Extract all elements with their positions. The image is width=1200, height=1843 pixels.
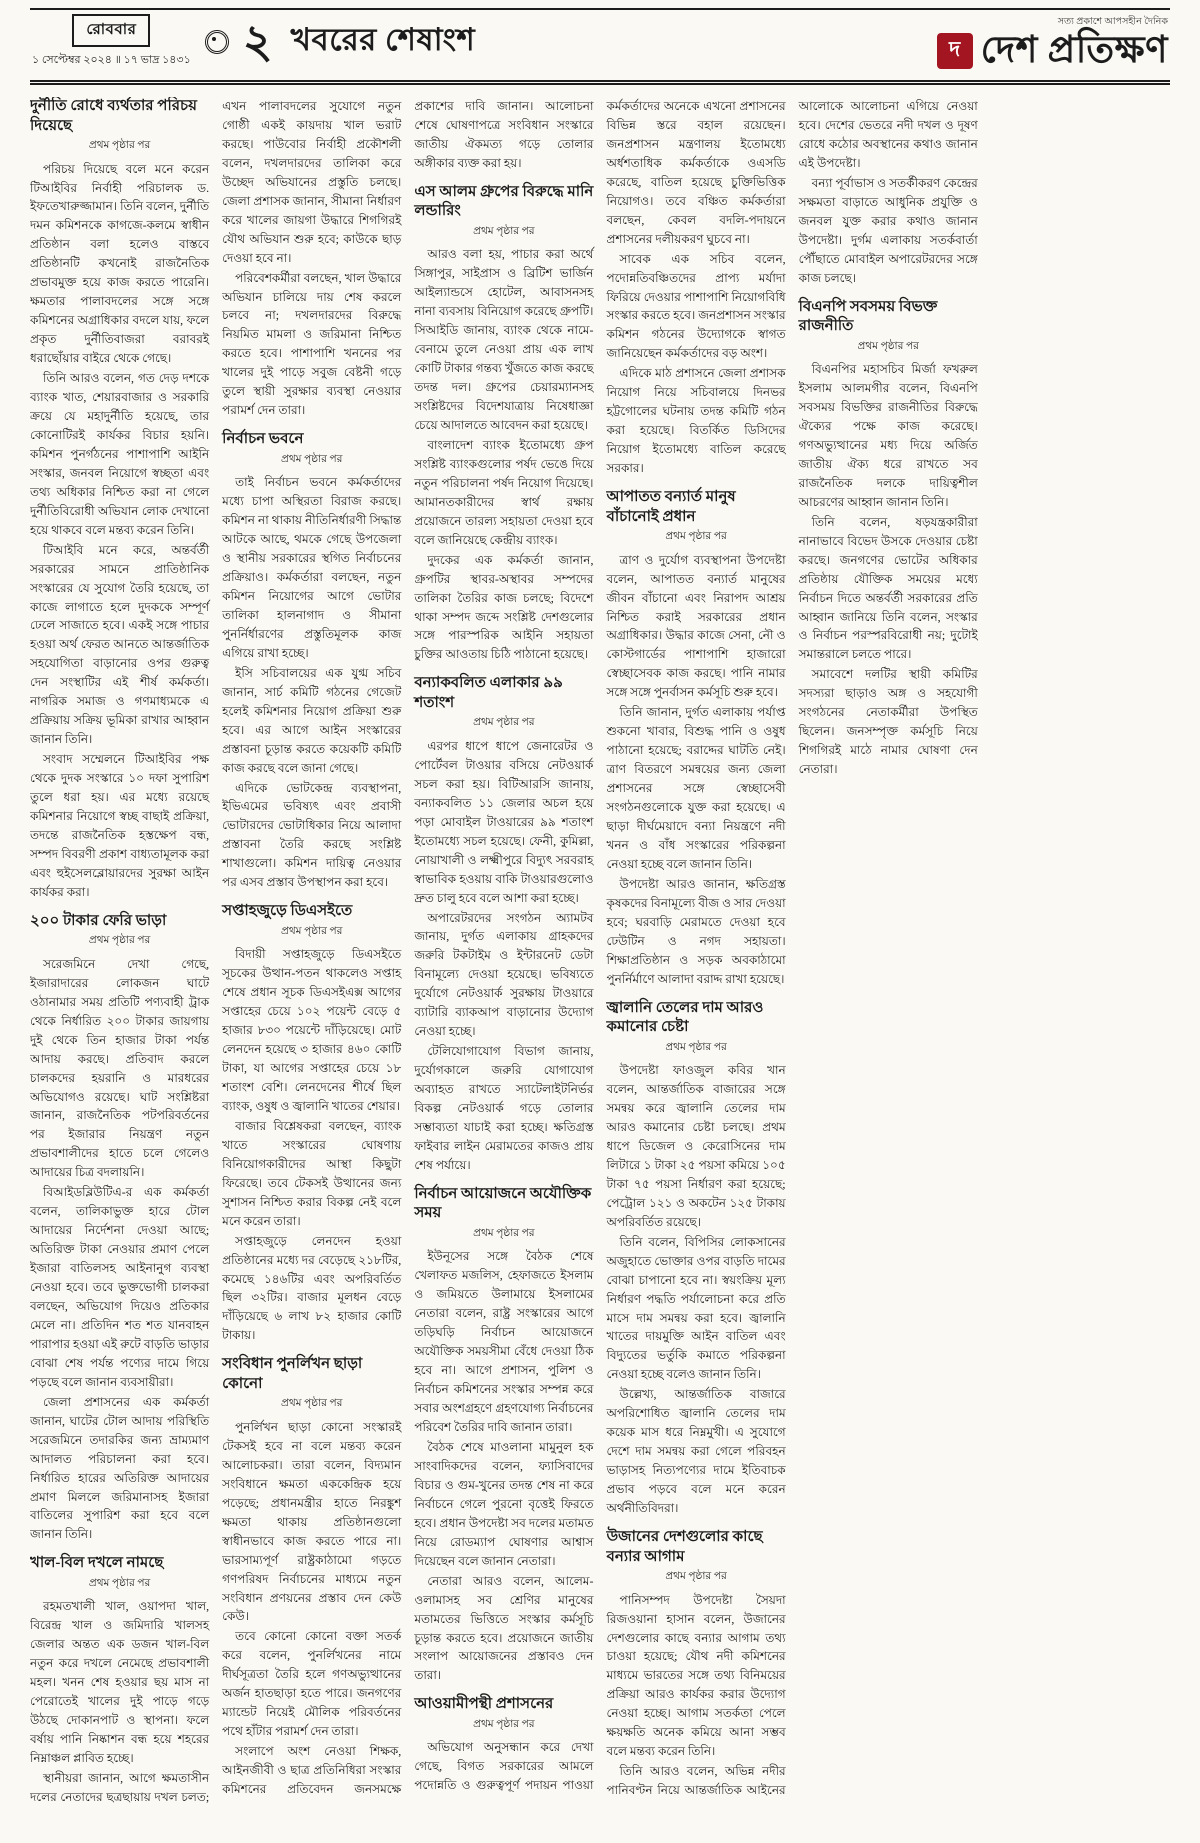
article-headline: উজানের দেশগুলোর কাছে বন্যার আগাম — [606, 1529, 763, 1565]
date-line: ১ সেপ্টেম্বর ২০২৪ ॥ ১৭ ভাদ্র ১৪৩১ — [32, 54, 191, 66]
paper-tagline: সত্য প্রকাশে আপসহীন দৈনিক — [1057, 17, 1168, 27]
article — [30, 912, 209, 1545]
article-kicker: প্রথম পৃষ্ঠার পর — [473, 1718, 535, 1730]
article-paragraph: ত্রাণ ও দুর্যোগ ব্যবস্থাপনা উপদেষ্টা বলেন, আপাতত বন্যার্ত মানুষের জীবন বাঁচানো এবং নিরাপদ আশ্রয় নিশ্চিত করাই সরকারের প্রধান অগ্রাধিকার। উদ্ধার কাজে সেনা, নৌ ও কোস্টগার্ডের পাশাপাশি হাজারো স্বেচ্ছাসেবক কাজ করছে। পানি নামার সঙ্গে সঙ্গে পুনর্বাসন কর্মসূচি শুরু হবে। — [606, 552, 786, 700]
article — [30, 97, 209, 902]
article-paragraph: উপদেষ্টা আরও জানান, ক্ষতিগ্রস্ত কৃষকদের বিনামূল্যে বীজ ও সার দেওয়া হবে; ঘরবাড়ি মেরামতে দেওয়া হবে ঢেউটিন ও নগদ সহায়তা। শিক্ষাপ্রতিষ্ঠান ও সড়ক অবকাঠামো পুনর্নির্মাণে আলাদা বরাদ্দ রাখা হয়েছে। — [606, 876, 786, 986]
article-kicker: প্রথম পৃষ্ঠার পর — [88, 140, 151, 151]
article-paragraph: তবে কোনো কোনো বক্তা সতর্ক করে বলেন, পুনর্লিখনের নামে দীর্ঘসূত্রতা তৈরি হলে গণঅভ্যুত্থানের অর্জন হাতছাড়া হতে পারে। জনগণের ম্যান্ডেট নিয়েই মৌলিক পরিবর্তনের পথে হাঁটার পরামর্শ দেন তারা। — [222, 1629, 402, 1739]
article-paragraph: টিআইবি মনে করে, অন্তর্বর্তী সরকারের সামনে প্রাতিষ্ঠানিক সংস্কারের যে সুযোগ তৈরি হয়েছে, তা কাজে লাগাতে হলে দুদককে সম্পূর্ণ ঢেলে সাজাতে হবে। একই সঙ্গে পাচার হওয়া অর্থ ফেরত আনতে আন্তর্জাতিক সহযোগিতা বাড়ানোর ওপর গুরুত্ব দেন সংস্থাটির এই শীর্ষ কর্মকর্তা। নাগরিক সমাজ ও গণমাধ্যমকে এ প্রক্রিয়ায় সক্রিয় ভূমিকা রাখার আহ্বান জানান তিনি। — [30, 542, 210, 747]
article-paragraph: তিনি বলেন, বিপিসির লোকসানের অজুহাতে ভোক্তার ওপর বাড়তি দামের বোঝা চাপানো হবে না। স্বয়ংক্রিয় মূল্য নির্ধারণ পদ্ধতি পর্যালোচনা করে প্রতি মাসে দাম সমন্বয় করা হবে। জ্বালানি খাতের দায়মুক্তি আইন বাতিল এবং বিদ্যুতের ভর্তুকি কমাতে পরিকল্পনা নেওয়া হচ্ছে বলেও জানান তিনি। — [606, 1234, 786, 1382]
ornament-icon — [205, 30, 229, 54]
article-paragraph: পরিবেশকর্মীরা বলছেন, খাল উদ্ধারে অভিযান চালিয়ে দায় শেষ করলে চলবে না; দখলদারদের বিরুদ্ধে নিয়মিত মামলা ও জরিমানা নিশ্চিত করতে হবে। পাশাপাশি খননের পর খালের দুই পাড়ে সবুজ বেষ্টনী গড়ে তুলে স্থায়ী সুরক্ষার ব্যবস্থা নেওয়ার পরামর্শ দেন তারা। — [222, 270, 402, 418]
article-paragraph: সংবাদ সম্মেলনে টিআইবির পক্ষ থেকে দুদক সংস্কারে ১০ দফা সুপারিশ তুলে ধরা হয়। এর মধ্যে রয়েছে কমিশনার নিয়োগে স্বচ্ছ বাছাই প্রক্রিয়া, তদন্তে রাজনৈতিক হস্তক্ষেপ বন্ধ, সম্পদ বিবরণী প্রকাশ বাধ্যতামূলক করা এবং হুইসেলব্লোয়ারদের সুরক্ষা আইন কার্যকর করা। — [30, 752, 210, 899]
article — [414, 183, 593, 665]
article-paragraph: এদিকে ভোটকেন্দ্র ব্যবস্থাপনা, ইভিএমের ভবিষ্যৎ এবং প্রবাসী ভোটারদের ভোটাধিকার নিয়ে আলাদা প্রস্তাবনা তৈরি করছে সংশ্লিষ্ট শাখাগুলো। কমিশন দায়িত্ব নেওয়ার পর এসব প্রস্তাব উপস্থাপন করা হবে। — [222, 780, 402, 890]
article — [414, 674, 593, 1175]
article-header — [30, 97, 209, 157]
article-paragraph: স্থানীয়রা জানান, আগে ক্ষমতাসীন দলের নেতাদের ছত্রছায়ায় দখল চলত; এখন পালাবদলের সুযোগে নতুন গোষ্ঠী একই কায়দায় খাল ভরাট করছে। পাউবোর নির্বাহী প্রকৌশলী বলেন, দখলদারদের তালিকা করে উচ্ছেদ অভিযানের প্রস্তুতি চলছে। জেলা প্রশাসক জানান, সীমানা নির্ধারণ করে খালের জায়গা উদ্ধারে শিগগিরই যৌথ অভিযান শুরু হবে; কাউকে ছাড় দেওয়া হবে না। — [30, 99, 402, 1804]
article-headline: আপাতত বন্যার্ত মানুষ বাঁচানোই প্রধান — [606, 489, 736, 525]
article-kicker: প্রথম পৃষ্ঠার পর — [281, 925, 343, 937]
article — [799, 298, 978, 780]
article-paragraph: রহমতখালী খাল, ওয়াপদা খাল, বিরেন্দ্র খাল ও জমিদারি খালসহ জেলার অন্তত এক ডজন খাল-বিল নতুন করে দখলে নেমেছে প্রভাবশালী মহল। খনন শেষ হওয়ার ছয় মাস না পেরোতেই খালের দুই পাড়ে গড়ে উঠছে দোকানপাট ও স্থাপনা। ফলে বর্ষায় পানি নিষ্কাশন বন্ধ হয়ে শহরের নিম্নাঞ্চল প্লাবিত হচ্ছে। — [30, 1599, 210, 1766]
article-paragraph: সাবেক এক সচিব বলেন, পদোন্নতিবঞ্চিতদের প্রাপ্য মর্যাদা ফিরিয়ে দেওয়ার পাশাপাশি নিয়োগবিধি সংস্কার করতে হবে। জনপ্রশাসন সংস্কার কমিশন গঠনের উদ্যোগকে স্বাগত জানিয়েছেন কর্মকর্তাদের বড় অংশ। — [606, 251, 786, 361]
article-paragraph: বিএনপির মহাসচিব মির্জা ফখরুল ইসলাম আলমগীর বলেন, বিএনপি সবসময় বিভক্তির রাজনীতির বিরুদ্ধে ঐক্যের পক্ষে কাজ করেছে। গণঅভ্যুত্থানের মধ্য দিয়ে অর্জিত জাতীয় ঐক্য ধরে রাখতে সব রাজনৈতিক দলকে দায়িত্বশীল আচরণের আহ্বান জানান তিনি। — [798, 362, 978, 509]
article-paragraph: বাজার বিশ্লেষকরা বলছেন, ব্যাংক খাতে সংস্কারের ঘোষণায় বিনিয়োগকারীদের আস্থা কিছুটা ফিরেছে। তবে টেকসই উত্থানের জন্য সুশাসন নিশ্চিত করার বিকল্প নেই বলে মনে করেন তারা। — [222, 1118, 402, 1228]
article-headline: বন্যাকবলিত এলাকার ৯৯ শতাংশ — [414, 675, 563, 711]
article-paragraph: ইসি সচিবালয়ের এক যুগ্ম সচিব জানান, সার্চ কমিটি গঠনের গেজেট হলেই কমিশনার নিয়োগ প্রক্রিয়া শুরু হবে। এর আগে আইন সংস্কারের প্রস্তাবনা চূড়ান্ত করতে কয়েকটি কমিটি কাজ করছে বলে জানা গেছে। — [222, 665, 402, 775]
article-paragraph: উল্লেখ্য, আন্তর্জাতিক বাজারে অপরিশোধিত জ্বালানি তেলের দাম কয়েক মাস ধরে নিম্নমুখী। এ সুযোগে দেশে দাম সমন্বয় করা গেলে পরিবহন ভাড়াসহ নিত্যপণ্যের দামে ইতিবাচক প্রভাব পড়বে বলে মনে করেন অর্থনীতিবিদরা। — [606, 1387, 786, 1516]
article-paragraph: উপদেষ্টা ফাওজুল কবির খান বলেন, আন্তর্জাতিক বাজারের সঙ্গে সমন্বয় করে জ্বালানি তেলের দাম আরও কমানোর চেষ্টা চলছে। প্রথম ধাপে ডিজেল ও কেরোসিনের দাম লিটারে ১ টাকা ২৫ পয়সা কমিয়ে ১০৫ টাকা ৭৫ পয়সা নির্ধারণ করা হয়েছে; পেট্রোল ১২১ ও অকটেন ১২৫ টাকায় অপরিবর্তিত রয়েছে। — [606, 1063, 786, 1229]
day-date-block — [32, 14, 191, 70]
article-paragraph: পুনর্লিখন ছাড়া কোনো সংস্কারই টেকসই হবে না বলে মন্তব্য করেন আলোচকরা। তারা বলেন, বিদ্যমান সংবিধানে ক্ষমতা এককেন্দ্রিক হয়ে পড়েছে; প্রধানমন্ত্রীর হাতে নিরঙ্কুশ ক্ষমতা থাকায় প্রতিষ্ঠানগুলো স্বাধীনভাবে কাজ করতে পারে না। ভারসাম্যপূর্ণ রাষ্ট্রকাঠামো গড়তে গণপরিষদ নির্বাচনের মাধ্যমে নতুন সংবিধান প্রণয়নের প্রস্তাব দেন কেউ কেউ। — [222, 1419, 402, 1624]
articles-flow — [30, 97, 1170, 1809]
article-kicker: প্রথম পৃষ্ঠার পর — [473, 1227, 535, 1239]
article-paragraph: বৈঠক শেষে মাওলানা মামুনুল হক সাংবাদিকদের বলেন, ফ্যাসিবাদের বিচার ও গুম-খুনের তদন্ত শেষ না করে নির্বাচনে গেলে পুরনো বৃত্তেই ফিরতে হবে। প্রধান উপদেষ্টা সব দলের মতামত নিয়ে রোডম্যাপ ঘোষণার আশ্বাস দিয়েছেন বলে জানান নেতারা। — [414, 1439, 594, 1568]
article-headline: বিএনপি সবসময় বিভক্ত রাজনীতি — [798, 298, 938, 335]
article-kicker: প্রথম পৃষ্ঠার পর — [281, 1398, 343, 1410]
section-title: খবরের শেষাংশ — [290, 22, 476, 57]
article-paragraph: পরিচয় দিয়েছে বলে মনে করেন টিআইবির নির্বাহী পরিচালক ড. ইফতেখারুজ্জামান। তিনি বলেন, দুর্নীতি দমন কমিশনকে কাগজে-কলমে স্বাধীন প্রতিষ্ঠান বলা হলেও বাস্তবে প্রতিষ্ঠানটি কখনোই রাজনৈতিক প্রভাবমুক্ত হয়ে কাজ করতে পারেনি। ক্ষমতার পালাবদলের সঙ্গে সঙ্গে কমিশনের অগ্রাধিকার বদলে যায়, ফলে প্রকৃত দুর্নীতিবাজরা বরাবরই ধরাছোঁয়ার বাইরে থেকে গেছে। — [30, 161, 210, 366]
article — [606, 999, 785, 1518]
article-header — [414, 1695, 593, 1735]
article-kicker: প্রথম পৃষ্ঠার পর — [665, 531, 727, 543]
article-headline: জ্বালানি তেলের দাম আরও কমানোর চেষ্টা — [606, 999, 764, 1036]
article-paragraph: সরেজমিনে দেখা গেছে, ইজারাদারের লোকজন ঘাটে ওঠানামার সময় প্রতিটি পণ্যবাহী ট্রাক থেকে নির্ধারিত ২০০ টাকার জায়গায় দুই থেকে তিন হাজার টাকা পর্যন্ত আদায় করছে। প্রতিবাদ করলে চালকদের হয়রানি ও মারধরের অভিযোগও রয়েছে। ঘাট সংশ্লিষ্টরা জানান, রাজনৈতিক পটপরিবর্তনের পর ইজারার নিয়ন্ত্রণ নতুন প্রভাবশালীদের হাতে চলে গেলেও আদায়ের চিত্র বদলায়নি। — [30, 956, 210, 1180]
article-header — [222, 1355, 401, 1415]
article-paragraph: এরপর ধাপে ধাপে জেনারেটর ও পোর্টেবল টাওয়ার বসিয়ে নেটওয়ার্ক সচল করা হয়। বিটিআরসি জানায়, বন্যাকবলিত ১১ জেলার অচল হয়ে পড়া মোবাইল টাওয়ারের ৯৯ শতাংশ ইতোমধ্যে সচল হয়েছে। ফেনী, কুমিল্লা, নোয়াখালী ও লক্ষ্মীপুরে বিদ্যুৎ সরবরাহ স্বাভাবিক হওয়ায় বাকি টাওয়ারগুলোও দ্রুত চালু হবে বলে আশা করা হচ্ছে। — [414, 738, 594, 905]
article-paragraph: জেলা প্রশাসনের এক কর্মকর্তা জানান, ঘাটের টোল আদায় পরিস্থিতি সরেজমিনে তদারকির জন্য ভ্রাম্যমাণ আদালত পরিচালনা করা হবে। নির্ধারিত হারের অতিরিক্ত আদায়ের প্রমাণ মিললে জরিমানাসহ ইজারা বাতিলের সুপারিশ করা হবে বলে জানান তিনি। — [30, 1394, 210, 1542]
article-kicker: প্রথম পৃষ্ঠার পর — [281, 453, 343, 465]
article-kicker: প্রথম পৃষ্ঠার পর — [665, 1571, 727, 1583]
article-headline: খাল-বিল দখলে নামছে — [30, 1555, 164, 1572]
article-paragraph: নেতারা আরও বলেন, আলেম-ওলামাসহ সব শ্রেণির মানুষের মতামতের ভিত্তিতে সংস্কার কর্মসূচি চূড়ান্ত করতে হবে। প্রয়োজনে জাতীয় সংলাপ আয়োজনের প্রস্তাবও দেন তারা। — [414, 1573, 594, 1683]
article — [606, 488, 785, 989]
article-kicker: প্রথম পৃষ্ঠার পর — [473, 717, 535, 729]
article-paragraph: টেলিযোগাযোগ বিভাগ জানায়, দুর্যোগকালে জরুরি যোগাযোগ অব্যাহত রাখতে স্যাটেলাইটনির্ভর বিকল্প নেটওয়ার্ক গড়ে তোলার সম্ভাব্যতা যাচাই করা হচ্ছে। ক্ষতিগ্রস্ত ফাইবার লাইন মেরামতের কাজও প্রায় শেষ পর্যায়ে। — [414, 1044, 594, 1172]
article-paragraph: ইউনূসের সঙ্গে বৈঠক শেষে খেলাফত মজলিস, হেফাজতে ইসলাম ও জমিয়তে উলামায়ে ইসলামের নেতারা বলেন, রাষ্ট্র সংস্কারের আগে তড়িঘড়ি নির্বাচন আয়োজনে অযৌক্তিক সময়সীমা বেঁধে দেওয়া ঠিক হবে না। আগে প্রশাসন, পুলিশ ও নির্বাচন কমিশনের সংস্কার সম্পন্ন করে সবার অংশগ্রহণে গ্রহণযোগ্য নির্বাচনের পরিবেশ তৈরির দাবি জানান তারা। — [414, 1249, 594, 1435]
article-kicker: প্রথম পৃষ্ঠার পর — [88, 1577, 151, 1589]
article-headline: সপ্তাহজুড়ে ডিএসইতে — [222, 903, 353, 920]
article-kicker: প্রথম পৃষ্ঠার পর — [665, 1041, 727, 1053]
article-paragraph: সংলাপে অংশ নেওয়া শিক্ষক, আইনজীবী ও ছাত্র প্রতিনিধিরা সংস্কার কমিশনের প্রতিবেদন জনসমক্ষে প্রকাশের দাবি জানান। আলোচনা শেষে ঘোষণাপত্রে সংবিধান সংস্কারে জাতীয় ঐকমত্য গড়ে তোলার অঙ্গীকার ব্যক্ত করা হয়। — [222, 99, 594, 1797]
article-header — [606, 1528, 785, 1588]
page-header — [30, 8, 1170, 85]
article-header — [606, 999, 785, 1059]
article-paragraph: বিদায়ী সপ্তাহজুড়ে ডিএসইতে সূচকের উত্থান-পতন থাকলেও সপ্তাহ শেষে প্রধান সূচক ডিএসইএক্স আগের সপ্তাহের চেয়ে ১০২ পয়েন্ট বেড়ে ৫ হাজার ৮৩০ পয়েন্টে দাঁড়িয়েছে। মোট লেনদেন হয়েছে ৩ হাজার ৪৬০ কোটি টাকা, যা আগের সপ্তাহের চেয়ে ১৮ শতাংশ বেশি। লেনদেনের শীর্ষে ছিল ব্যাংক, ওষুধ ও জ্বালানি খাতের শেয়ার। — [222, 947, 402, 1113]
article-header — [799, 298, 978, 358]
article-paragraph: তিনি আরও বলেন, অভিন্ন নদীর পানিবণ্টন নিয়ে আন্তর্জাতিক আইনের আলোকে আলোচনা এগিয়ে নেওয়া হবে। দেশের ভেতরে নদী দখল ও দূষণ রোধে কঠোর অবস্থানের কথাও জানান এই উপদেষ্টা। — [606, 99, 978, 1798]
paper-name: দেশ প্রতিক্ষণ — [980, 30, 1168, 71]
article-kicker: প্রথম পৃষ্ঠার পর — [857, 340, 919, 352]
article-paragraph: দুদকের এক কর্মকর্তা জানান, গ্রুপটির স্থাবর-অস্থাবর সম্পদের তালিকা তৈরির কাজ চলছে; বিদেশে থাকা সম্পদ জব্দে সংশ্লিষ্ট দেশগুলোর সঙ্গে পারস্পরিক আইনি সহায়তা চুক্তির আওতায় চিঠি পাঠানো হয়েছে। — [414, 552, 594, 662]
paper-logo-icon: দ — [937, 33, 973, 69]
article — [222, 902, 401, 1345]
article — [414, 1185, 593, 1686]
article-paragraph: বন্যা পূর্বাভাস ও সতর্কীকরণ কেন্দ্রের সক্ষমতা বাড়াতে আধুনিক প্রযুক্তি ও জনবল যুক্ত করার কথাও জানান উপদেষ্টা। দুর্গম এলাকায় সতর্কবার্তা পৌঁছাতে মোবাইল অপারেটরদের সঙ্গে কাজ চলছে। — [798, 175, 978, 285]
article-header — [606, 488, 785, 548]
article-paragraph: তিনি জানান, দুর্গত এলাকায় পর্যাপ্ত শুকনো খাবার, বিশুদ্ধ পানি ও ওষুধ পাঠানো হয়েছে; বরাদ্দের ঘাটতি নেই। ত্রাণ বিতরণে সমন্বয়ের জন্য জেলা প্রশাসনের সঙ্গে স্বেচ্ছাসেবী সংগঠনগুলোকে যুক্ত করা হয়েছে। এ ছাড়া দীর্ঘমেয়াদে বন্যা নিয়ন্ত্রণে নদী খনন ও বাঁধ সংস্কারের পরিকল্পনা নেওয়া হচ্ছে বলে জানান তিনি। — [606, 705, 786, 871]
article-paragraph: সপ্তাহজুড়ে লেনদেন হওয়া প্রতিষ্ঠানের মধ্যে দর বেড়েছে ২১৮টির, কমেছে ১৪৬টির এবং অপরিবর্তিত ছিল ৩২টির। বাজার মূলধন বেড়ে দাঁড়িয়েছে ৬ লাখ ৮২ হাজার কোটি টাকায়। — [222, 1233, 402, 1343]
article-paragraph: তাই নির্বাচন ভবনে কর্মকর্তাদের মধ্যে চাপা অস্থিরতা বিরাজ করছে। কমিশন না থাকায় নীতিনির্ধারণী সিদ্ধান্ত আটকে আছে, থমকে গেছে উপজেলা ও স্থানীয় সরকারের স্থগিত নির্বাচনের প্রক্রিয়াও। কর্মকর্তারা বলছেন, নতুন কমিশন নিয়োগের আগে ভোটার তালিকা হালনাগাদ ও সীমানা পুনর্নির্ধারণের প্রস্তুতিমূলক কাজ এগিয়ে রাখা হচ্ছে। — [222, 475, 402, 660]
article-headline: নির্বাচন ভবনে — [222, 431, 304, 448]
article-header — [30, 912, 209, 952]
article-paragraph: বিআইডব্লিউটিএ-র এক কর্মকর্তা বলেন, তালিকাভুক্ত হারে টোল আদায়ের নির্দেশনা দেওয়া আছে; অতিরিক্ত টাকা নেওয়ার প্রমাণ পেলে ইজারা বাতিলসহ আইনানুগ ব্যবস্থা নেওয়া হবে। তবে ভুক্তভোগী চালকরা বলছেন, অভিযোগ দিয়েও প্রতিকার মেলে না। প্রতিদিন শত শত যানবাহন পারাপার হওয়া এই রুটে বাড়তি ভাড়ার বোঝা শেষ পর্যন্ত পণ্যের দামে গিয়ে পড়ছে বলে জানান ব্যবসায়ীরা। — [30, 1185, 210, 1389]
article-headline: সংবিধান পুনর্লিখন ছাড়া কোনো — [222, 1356, 363, 1392]
article-headline: ২০০ টাকার ফেরি ভাড়া — [30, 912, 167, 929]
article-header — [414, 183, 593, 243]
article-header — [222, 430, 401, 470]
article-headline: নির্বাচন আয়োজনে অযৌক্তিক সময় — [414, 1185, 592, 1222]
article-kicker: প্রথম পৃষ্ঠার পর — [88, 935, 151, 947]
article-headline: দুর্নীতি রোধে ব্যর্থতার পরিচয় দিয়েছে — [30, 98, 197, 134]
article-headline: আওয়ামীপন্থী প্রশাসনের — [414, 1696, 554, 1713]
paper-name-row — [937, 32, 1168, 69]
article-header — [414, 674, 593, 734]
article-paragraph: পানিসম্পদ উপদেষ্টা সৈয়দা রিজওয়ানা হাসান বলেন, উজানের দেশগুলোর কাছে বন্যার আগাম তথ্য চাওয়া হয়েছে; যৌথ নদী কমিশনের মাধ্যমে ভারতের সঙ্গে তথ্য বিনিময়ের প্রক্রিয়া আরও কার্যকর করার উদ্যোগ নেওয়া হচ্ছে। আগাম সতর্কতা পেলে ক্ষয়ক্ষতি অনেক কমিয়ে আনা সম্ভব বলে মন্তব্য করেন তিনি। — [606, 1592, 786, 1759]
masthead — [937, 15, 1168, 69]
article-paragraph: অপারেটরদের সংগঠন অ্যামটব জানায়, দুর্গত এলাকায় গ্রাহকদের জরুরি টকটাইম ও ইন্টারনেট ডেটা বিনামূল্যে দেওয়া হয়েছে। ভবিষ্যতে দুর্যোগে নেটওয়ার্ক সুরক্ষায় টাওয়ারে ব্যাটারি ব্যাকআপ বাড়ানোর উদ্যোগ নেওয়া হচ্ছে। — [414, 910, 594, 1039]
article-paragraph: তিনি বলেন, ষড়যন্ত্রকারীরা নানাভাবে বিভেদ উসকে দেওয়ার চেষ্টা করছে। জনগণের ভোটের অধিকার প্রতিষ্ঠায় যৌক্তিক সময়ের মধ্যে নির্বাচন দিতে অন্তর্বর্তী সরকারের প্রতি আহ্বান জানিয়ে তিনি বলেন, সংস্কার ও নির্বাচন পরস্পরবিরোধী নয়; দুটোই সমান্তরালে চলতে পারে। — [798, 514, 978, 662]
article-paragraph: সমাবেশে দলটির স্থায়ী কমিটির সদস্যরা ছাড়াও অঙ্গ ও সহযোগী সংগঠনের নেতাকর্মীরা উপস্থিত ছিলেন। জনসম্পৃক্ত কর্মসূচি নিয়ে শিগগিরই মাঠে নামার ঘোষণা দেন নেতারা। — [798, 667, 978, 777]
article-kicker: প্রথম পৃষ্ঠার পর — [473, 225, 535, 237]
article-headline: এস আলম গ্রুপের বিরুদ্ধে মানি লন্ডারিং — [414, 183, 594, 220]
article-paragraph: আরও বলা হয়, পাচার করা অর্থে সিঙ্গাপুর, সাইপ্রাস ও ব্রিটিশ ভার্জিন আইল্যান্ডসে হোটেল, আবাসনসহ নানা ব্যবসায় বিনিয়োগ করেছে গ্রুপটি। সিআইডি জানায়, ব্যাংক থেকে নামে-বেনামে তুলে নেওয়া প্রায় এক লাখ কোটি টাকার গন্তব্য খুঁজতে কাজ করছে তদন্ত দল। গ্রুপের চেয়ারম্যানসহ সংশ্লিষ্টদের বিদেশযাত্রায় নিষেধাজ্ঞা চেয়ে আদালতে আবেদন করা হয়েছে। — [414, 247, 594, 432]
article-header — [30, 1554, 209, 1594]
article-paragraph: বাংলাদেশ ব্যাংক ইতোমধ্যে গ্রুপ সংশ্লিষ্ট ব্যাংকগুলোর পর্ষদ ভেঙে দিয়ে নতুন পরিচালনা পর্ষদ নিয়োগ দিয়েছে। আমানতকারীদের স্বার্থ রক্ষায় প্রয়োজনে তারল্য সহায়তা দেওয়া হবে বলে জানিয়েছে কেন্দ্রীয় ব্যাংক। — [414, 437, 594, 547]
article-header — [414, 1185, 593, 1245]
article-paragraph: তিনি আরও বলেন, গত দেড় দশকে ব্যাংক খাত, শেয়ারবাজার ও সরকারি ক্রয়ে যে মহাদুর্নীতি হয়েছে, তার কোনোটিরই কার্যকর বিচার হয়নি। কমিশন পুনর্গঠনের পাশাপাশি আইনি সংস্কার, জনবল নিয়োগে স্বচ্ছতা এবং তথ্য অধিকার নিশ্চিত করা না গেলে দুর্নীতিবিরোধী অভিযান লোক দেখানো হয়ে থাকবে বলে মন্তব্য করেন তিনি। — [30, 371, 210, 537]
day-label: রোববার — [72, 14, 150, 47]
page-number: ২ — [242, 16, 273, 67]
article-header — [222, 902, 401, 942]
article — [222, 430, 401, 892]
article-paragraph: এদিকে মাঠ প্রশাসনে জেলা প্রশাসক নিয়োগ নিয়ে সচিবালয়ে দিনভর হট্টগোলের ঘটনায় তদন্ত কমিটি গঠন করা হয়েছে। বিতর্কিত ডিসিদের নিয়োগ ইতোমধ্যে বাতিল করেছে সরকার। — [606, 366, 786, 476]
article-paragraph: অভিযোগ অনুসন্ধান করে দেখা গেছে, বিগত সরকারের আমলে পদোন্নতি ও গুরুত্বপূর্ণ পদায়ন পাওয়া কর্মকর্তাদের অনেকে এখনো প্রশাসনের বিভিন্ন স্তরে বহাল রয়েছেন। জনপ্রশাসন মন্ত্রণালয় ইতোমধ্যে অর্ধশতাধিক কর্মকর্তাকে ওএসডি করেছে, বাতিল হয়েছে চুক্তিভিত্তিক নিয়োগও। তবে বঞ্চিত কর্মকর্তারা বলছেন, কেবল বদলি-পদায়নে প্রশাসনের দলীয়করণ ঘুচবে না। — [414, 99, 786, 1793]
